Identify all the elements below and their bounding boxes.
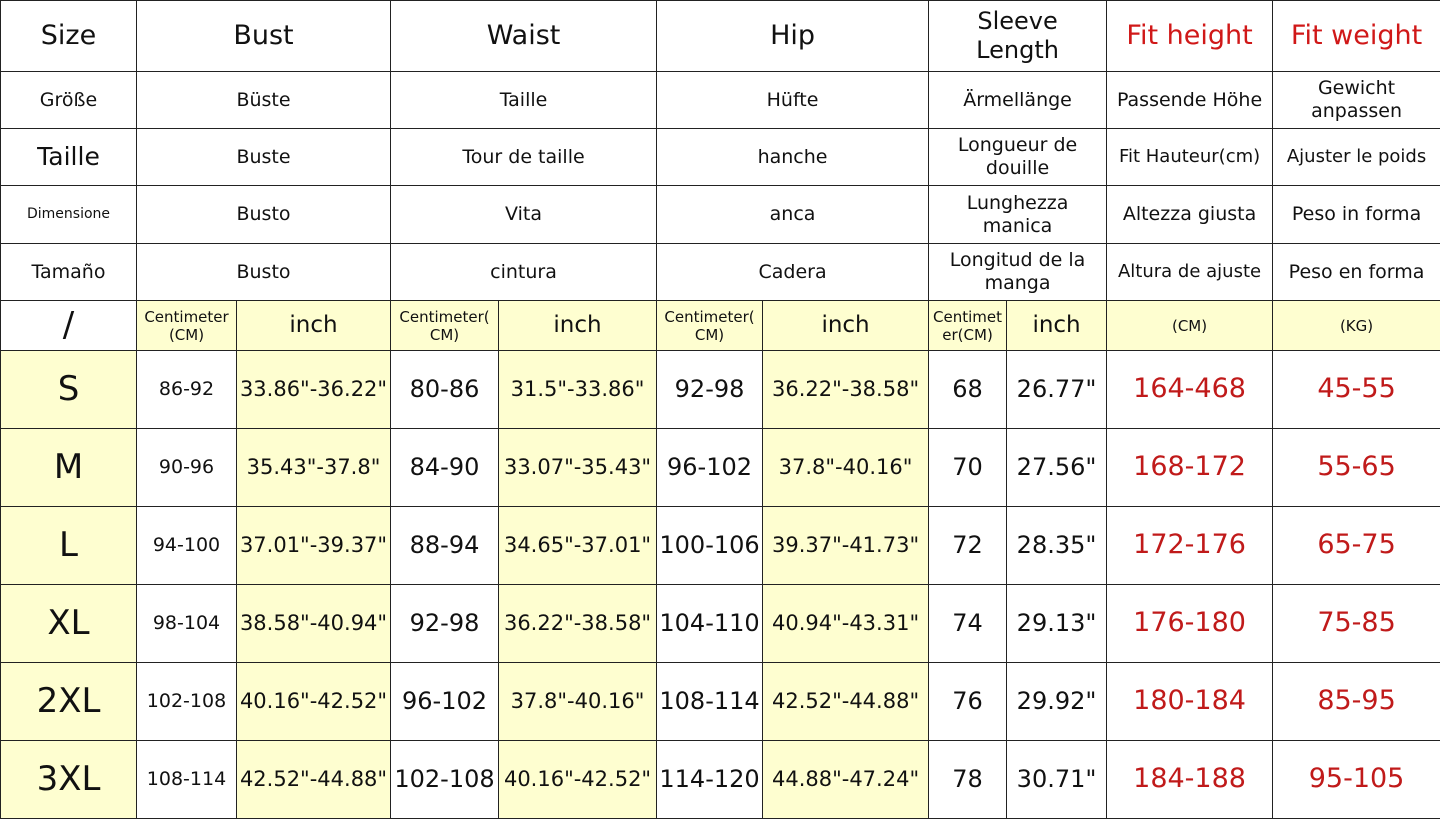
hip-cm: 114-120	[657, 741, 763, 819]
trans-sleeve-line1: Lunghezza	[966, 191, 1069, 214]
trans-sleeve	[929, 186, 1107, 244]
trans-bust: Busto	[137, 244, 391, 301]
fit-weight: 75-85	[1273, 585, 1440, 663]
waist-cm: 88-94	[391, 507, 499, 585]
hip-inch: 36.22"-38.58"	[763, 351, 929, 429]
waist-cm: 96-102	[391, 663, 499, 741]
hip-cm: 108-114	[657, 663, 763, 741]
bust-inch-unit: inch	[237, 301, 391, 351]
size-row-m	[1, 429, 1440, 507]
trans-sleeve-line2: douille	[985, 157, 1050, 179]
waist-cm-unit-line2: CM)	[429, 325, 460, 344]
trans-size: Größe	[1, 72, 137, 129]
header-bust: Bust	[137, 1, 391, 72]
sleeve-inch: 29.92"	[1007, 663, 1107, 741]
trans-sleeve	[929, 129, 1107, 186]
bust-cm: 90-96	[137, 429, 237, 507]
header-sleeve-line1: Sleeve	[977, 7, 1058, 36]
size-row-s	[1, 351, 1440, 429]
trans-size: Taille	[1, 129, 137, 186]
bust-cm: 102-108	[137, 663, 237, 741]
trans-sleeve	[929, 72, 1107, 129]
fit-height: 164-468	[1107, 351, 1273, 429]
trans-waist: Vita	[391, 186, 657, 244]
size-label: L	[1, 507, 137, 585]
sleeve-cm: 74	[929, 585, 1007, 663]
bust-cm-unit	[137, 301, 237, 351]
height-unit: (CM)	[1107, 301, 1273, 351]
waist-cm: 80-86	[391, 351, 499, 429]
hip-cm: 104-110	[657, 585, 763, 663]
sleeve-inch-unit: inch	[1007, 301, 1107, 351]
trans-hip: Cadera	[657, 244, 929, 301]
units-row	[1, 301, 1440, 351]
hip-cm: 96-102	[657, 429, 763, 507]
waist-inch: 37.8"-40.16"	[499, 663, 657, 741]
trans-bust: Buste	[137, 129, 391, 186]
sleeve-cm: 70	[929, 429, 1007, 507]
fit-weight: 85-95	[1273, 663, 1440, 741]
size-row-2xl	[1, 663, 1440, 741]
trans-hip: Hüfte	[657, 72, 929, 129]
sleeve-inch: 26.77"	[1007, 351, 1107, 429]
trans-sleeve-line1: Longueur de	[957, 134, 1078, 157]
waist-inch: 40.16"-42.52"	[499, 741, 657, 819]
sleeve-inch: 27.56"	[1007, 429, 1107, 507]
bust-cm: 94-100	[137, 507, 237, 585]
header-fit-weight: Fit weight	[1273, 1, 1440, 72]
translation-row-de	[1, 72, 1440, 129]
waist-cm-unit	[391, 301, 499, 351]
hip-inch: 44.88"-47.24"	[763, 741, 929, 819]
weight-unit: (KG)	[1273, 301, 1440, 351]
trans-hip: anca	[657, 186, 929, 244]
header-waist: Waist	[391, 1, 657, 72]
trans-sleeve-line1: Longitud de la	[949, 249, 1086, 272]
fit-weight: 45-55	[1273, 351, 1440, 429]
waist-inch: 34.65"-37.01"	[499, 507, 657, 585]
trans-size: Tamaño	[1, 244, 137, 301]
fit-height: 168-172	[1107, 429, 1273, 507]
sleeve-inch: 29.13"	[1007, 585, 1107, 663]
hip-inch: 42.52"-44.88"	[763, 663, 929, 741]
waist-inch: 36.22"-38.58"	[499, 585, 657, 663]
bust-inch: 40.16"-42.52"	[237, 663, 391, 741]
hip-cm-unit-line1: Centimeter(	[664, 307, 755, 326]
sleeve-cm: 76	[929, 663, 1007, 741]
trans-bust: Busto	[137, 186, 391, 244]
waist-inch: 31.5"-33.86"	[499, 351, 657, 429]
bust-inch: 38.58"-40.94"	[237, 585, 391, 663]
sleeve-cm-unit-line2: er(CM)	[942, 325, 993, 344]
bust-cm: 98-104	[137, 585, 237, 663]
sleeve-inch: 30.71"	[1007, 741, 1107, 819]
size-row-l	[1, 507, 1440, 585]
hip-cm-unit	[657, 301, 763, 351]
trans-sleeve-line2: manica	[982, 214, 1053, 237]
sleeve-cm-unit-line1: Centimet	[933, 307, 1003, 326]
header-hip: Hip	[657, 1, 929, 72]
units-slash: /	[1, 301, 137, 351]
trans-waist: cintura	[391, 244, 657, 301]
header-fit-height: Fit height	[1107, 1, 1273, 72]
hip-inch-unit: inch	[763, 301, 929, 351]
trans-weight: Peso en forma	[1273, 244, 1440, 301]
size-label: 2XL	[1, 663, 137, 741]
trans-hip: hanche	[657, 129, 929, 186]
trans-weight: Peso in forma	[1273, 186, 1440, 244]
fit-height: 184-188	[1107, 741, 1273, 819]
waist-cm: 102-108	[391, 741, 499, 819]
size-label: M	[1, 429, 137, 507]
translation-row-es	[1, 244, 1440, 301]
waist-cm: 92-98	[391, 585, 499, 663]
translation-row-fr	[1, 129, 1440, 186]
fit-height: 172-176	[1107, 507, 1273, 585]
header-sleeve-length	[929, 1, 1107, 72]
fit-height: 180-184	[1107, 663, 1273, 741]
bust-cm-unit-line1: Centimeter	[144, 307, 229, 326]
size-label: 3XL	[1, 741, 137, 819]
hip-inch: 40.94"-43.31"	[763, 585, 929, 663]
header-row	[1, 1, 1440, 72]
header-size: Size	[1, 1, 137, 72]
size-row-xl	[1, 585, 1440, 663]
hip-inch: 39.37"-41.73"	[763, 507, 929, 585]
fit-weight: 95-105	[1273, 741, 1440, 819]
trans-size: Dimensione	[1, 186, 137, 244]
bust-inch: 35.43"-37.8"	[237, 429, 391, 507]
bust-cm: 108-114	[137, 741, 237, 819]
waist-inch: 33.07"-35.43"	[499, 429, 657, 507]
sleeve-cm: 68	[929, 351, 1007, 429]
waist-cm: 84-90	[391, 429, 499, 507]
trans-height: Altura de ajuste	[1107, 244, 1273, 301]
sleeve-inch: 28.35"	[1007, 507, 1107, 585]
size-row-3xl	[1, 741, 1440, 819]
trans-weight-line2: anpassen	[1311, 100, 1402, 122]
trans-waist: Taille	[391, 72, 657, 129]
trans-height: Altezza giusta	[1107, 186, 1273, 244]
fit-weight: 65-75	[1273, 507, 1440, 585]
bust-cm: 86-92	[137, 351, 237, 429]
trans-sleeve-line1: Ärmellänge	[963, 88, 1072, 111]
translation-row-it	[1, 186, 1440, 244]
header-sleeve-line2: Length	[976, 36, 1059, 64]
hip-inch: 37.8"-40.16"	[763, 429, 929, 507]
trans-sleeve-line2: manga	[984, 272, 1051, 294]
hip-cm: 100-106	[657, 507, 763, 585]
hip-cm: 92-98	[657, 351, 763, 429]
trans-sleeve	[929, 244, 1107, 301]
bust-cm-unit-line2: (CM)	[168, 325, 205, 344]
waist-cm-unit-line1: Centimeter(	[399, 307, 490, 326]
sleeve-cm: 78	[929, 741, 1007, 819]
bust-inch: 37.01"-39.37"	[237, 507, 391, 585]
trans-weight: Ajuster le poids	[1273, 129, 1440, 186]
fit-weight: 55-65	[1273, 429, 1440, 507]
trans-height: Fit Hauteur(cm)	[1107, 129, 1273, 186]
trans-waist: Tour de taille	[391, 129, 657, 186]
trans-height: Passende Höhe	[1107, 72, 1273, 129]
sleeve-cm: 72	[929, 507, 1007, 585]
trans-weight-line1: Gewicht	[1317, 77, 1396, 100]
sleeve-cm-unit	[929, 301, 1007, 351]
size-label: XL	[1, 585, 137, 663]
fit-height: 176-180	[1107, 585, 1273, 663]
hip-cm-unit-line2: CM)	[694, 325, 725, 344]
trans-bust: Büste	[137, 72, 391, 129]
waist-inch-unit: inch	[499, 301, 657, 351]
bust-inch: 33.86"-36.22"	[237, 351, 391, 429]
size-label: S	[1, 351, 137, 429]
trans-weight	[1273, 72, 1440, 129]
bust-inch: 42.52"-44.88"	[237, 741, 391, 819]
